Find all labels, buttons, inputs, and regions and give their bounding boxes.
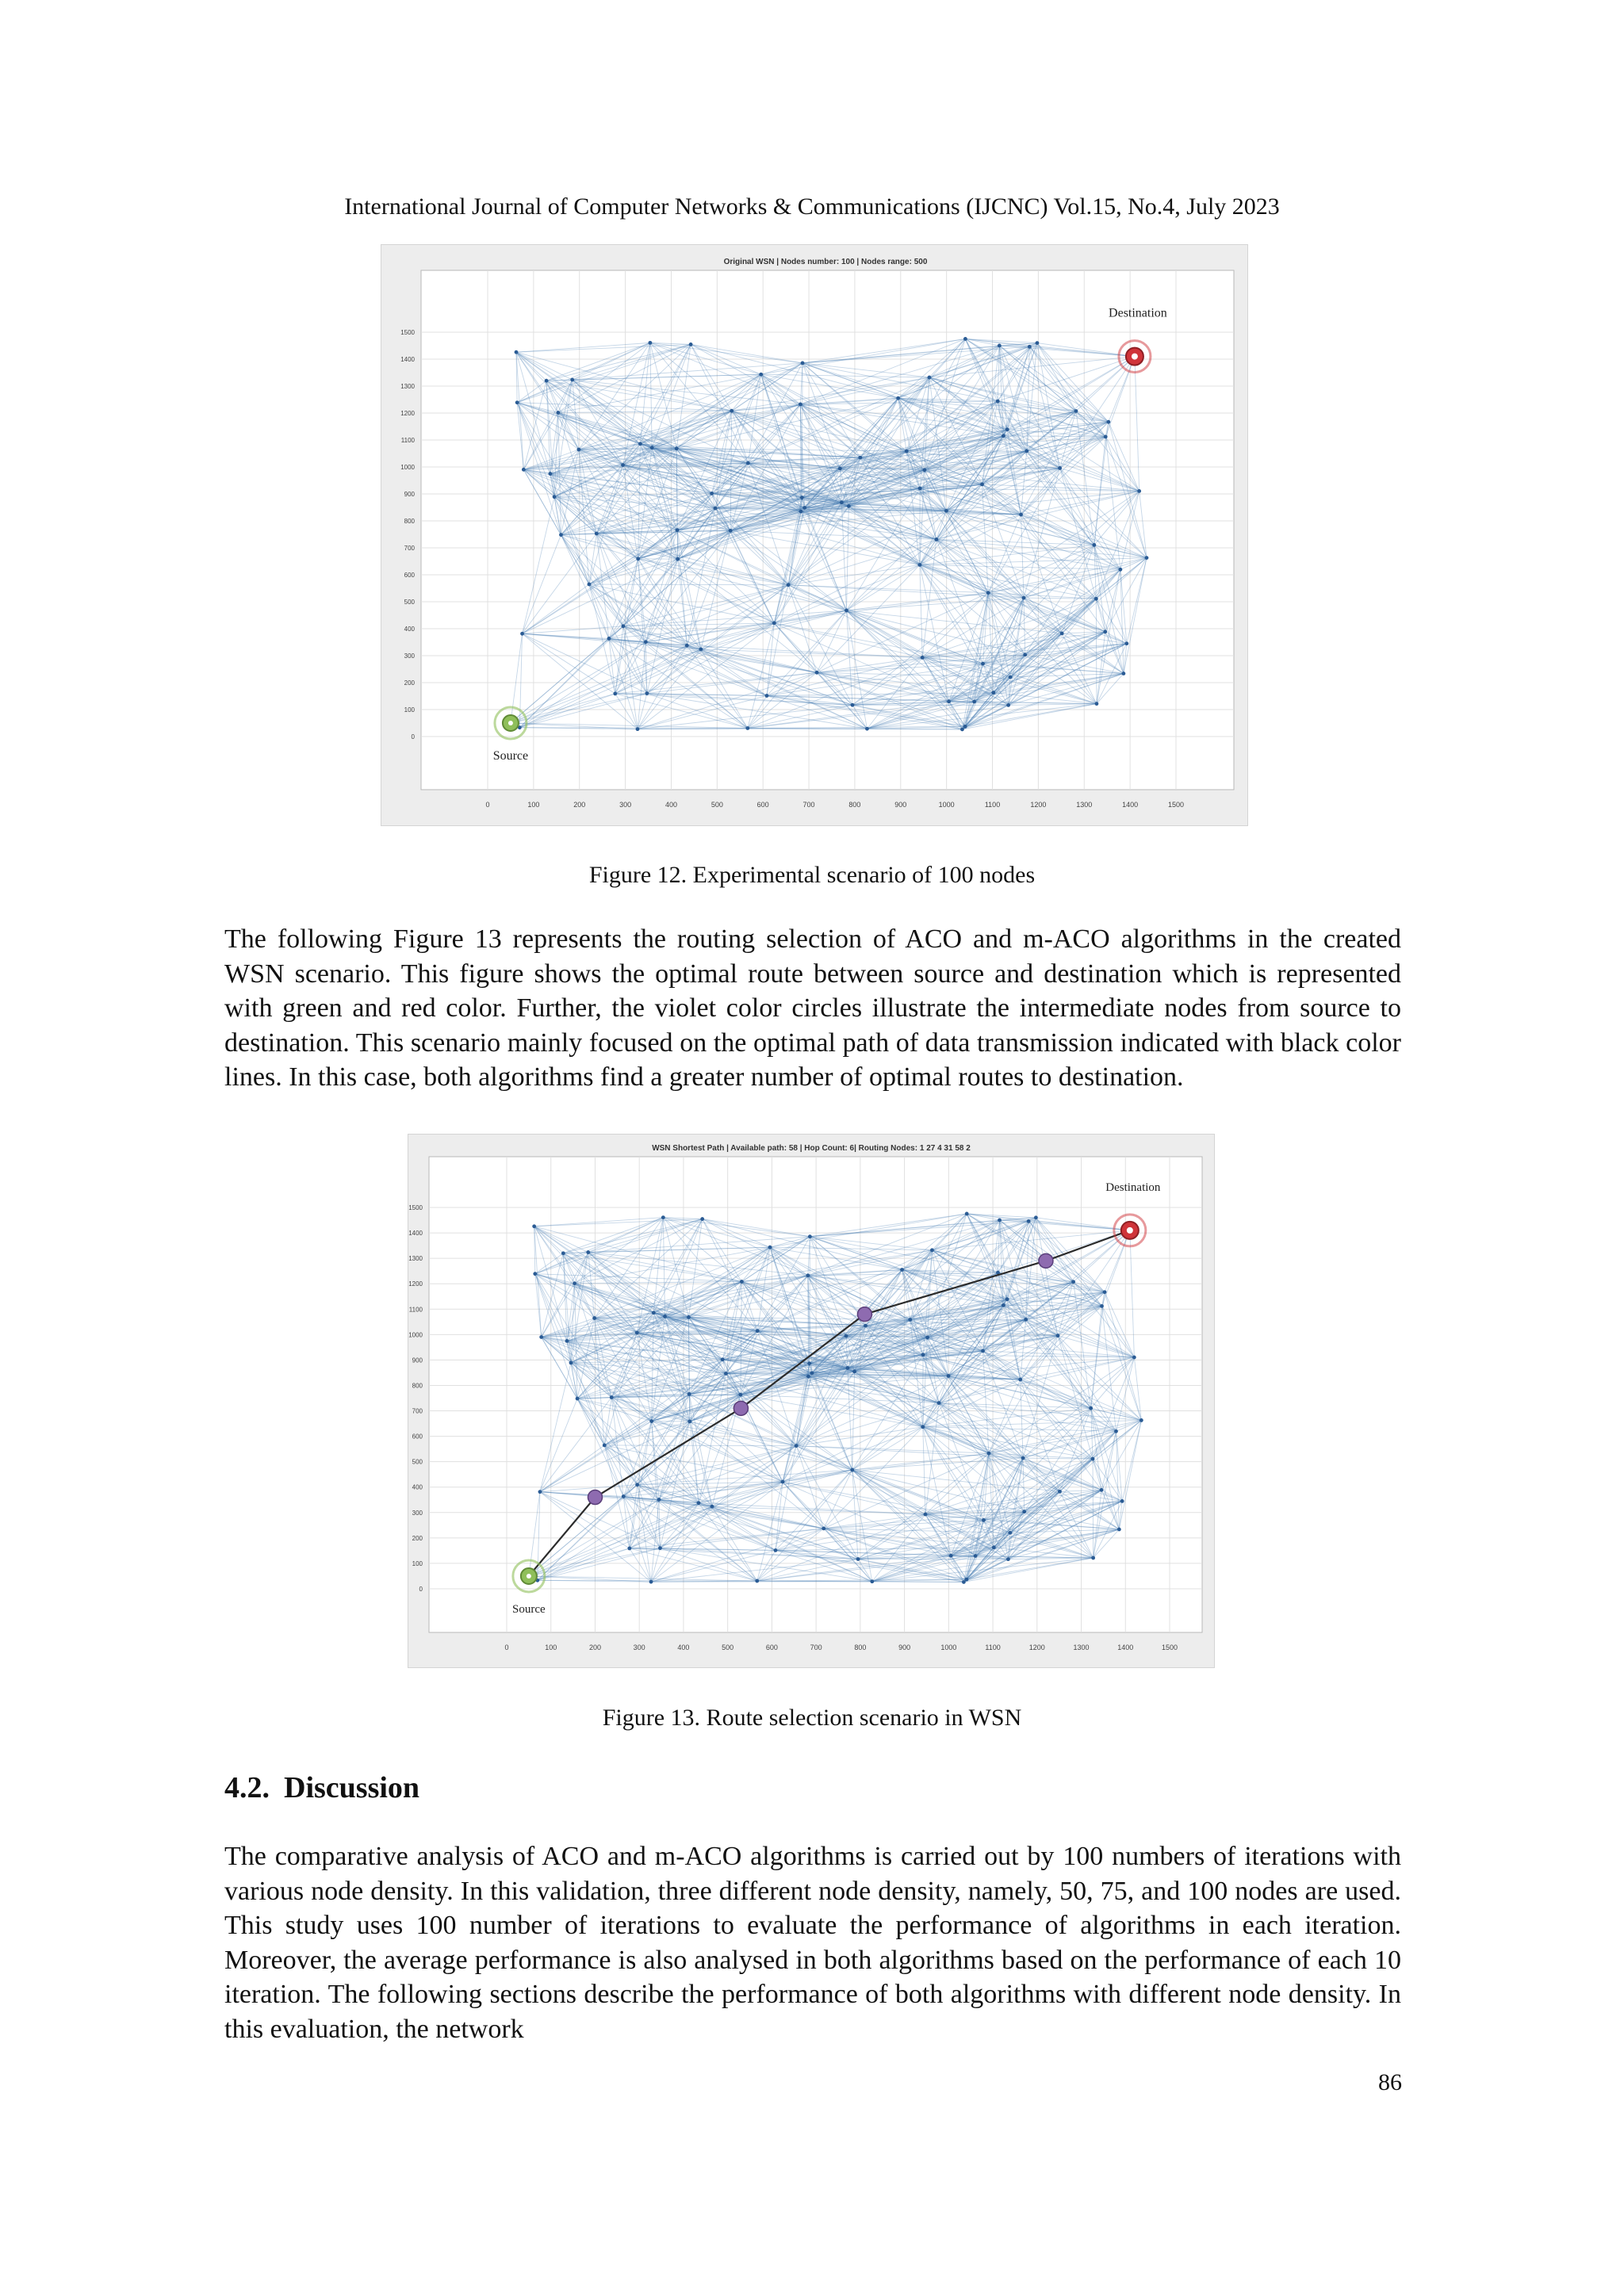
y-tick-label: 800 (412, 1382, 423, 1390)
y-tick-label: 800 (404, 518, 415, 525)
sensor-node (1107, 420, 1111, 424)
sensor-node (962, 1580, 966, 1584)
sensor-node (965, 1578, 969, 1582)
sensor-node (657, 1498, 661, 1502)
sensor-node (1095, 702, 1099, 706)
y-tick-label: 900 (404, 491, 415, 498)
figure-12-plot (381, 245, 1247, 825)
sensor-node (900, 1268, 904, 1272)
x-tick-label: 900 (898, 1644, 911, 1651)
sensor-node (1006, 1557, 1010, 1561)
sensor-node (548, 472, 552, 476)
y-tick-label: 1100 (408, 1306, 423, 1314)
y-tick-label: 400 (404, 626, 415, 633)
sensor-node (998, 1219, 1002, 1223)
sensor-node (934, 538, 938, 541)
sensor-node (714, 507, 718, 511)
sensor-node (806, 1273, 810, 1277)
sensor-node (864, 1324, 868, 1328)
x-tick-label: 600 (756, 801, 769, 809)
sensor-node (1025, 450, 1028, 453)
sensor-node (685, 644, 689, 648)
sensor-node (1005, 427, 1009, 431)
y-tick-label: 100 (412, 1559, 423, 1567)
y-tick-label: 1000 (408, 1331, 423, 1339)
x-tick-label: 800 (854, 1644, 867, 1651)
sensor-node (774, 1548, 778, 1552)
x-tick-label: 1000 (938, 801, 955, 809)
figure-12-title: Original WSN | Nodes number: 100 | Nodes range: 500 (723, 258, 928, 266)
sensor-node (806, 1375, 810, 1379)
sensor-node (965, 1212, 969, 1216)
sensor-node (921, 656, 925, 660)
x-tick-label: 700 (810, 1644, 822, 1651)
sensor-node (1091, 1556, 1095, 1560)
sensor-node (533, 1272, 537, 1276)
x-tick-label: 100 (545, 1644, 557, 1651)
sensor-node (1103, 1290, 1107, 1294)
sensor-node (949, 1554, 953, 1558)
sensor-node (992, 1545, 996, 1549)
sensor-node (676, 528, 680, 532)
sensor-node (724, 1372, 728, 1376)
y-tick-label: 1300 (400, 383, 415, 390)
x-tick-label: 1400 (1122, 801, 1139, 809)
sensor-node (1118, 568, 1122, 572)
sensor-node (1056, 1334, 1060, 1337)
sensor-node (1019, 513, 1023, 517)
sensor-node (808, 1234, 812, 1238)
y-tick-label: 300 (404, 652, 415, 660)
route-intermediate-node (1039, 1253, 1053, 1268)
sensor-node (838, 467, 842, 471)
sensor-node (787, 583, 791, 587)
sensor-node (687, 1315, 691, 1319)
sensor-node (1009, 675, 1013, 679)
sensor-node (759, 373, 763, 377)
sensor-node (755, 1579, 759, 1583)
paragraph-2: The comparative analysis of ACO and m-ACO algorithms is carried out by 100 numbers of iterations with various node density. In this validation, three different node density, namely, 50, 75, and 100 nodes are used. This study uses 100 number of iterations to evaluate the performance of algorithms in each iteration. Moreover, the average performance is also analysed in both algorithms based on the performance of each 10 iteration. The following sections describe the performance of both algorithms with different node density. In this evaluation, the network (224, 1842, 1401, 2044)
sensor-node (858, 456, 862, 460)
sensor-node (960, 728, 964, 732)
y-tick-label: 1400 (408, 1230, 423, 1238)
x-tick-label: 400 (665, 801, 677, 809)
y-tick-label: 1200 (400, 410, 415, 417)
sensor-node (745, 726, 749, 730)
sensor-node (676, 557, 680, 561)
sensor-node (1132, 1356, 1136, 1360)
sensor-node (1028, 345, 1032, 349)
sensor-node (1124, 641, 1128, 645)
sensor-node (799, 510, 803, 514)
sensor-node (963, 725, 967, 729)
figure-13-y-tick-labels (408, 1204, 423, 1593)
sensor-node (1091, 1457, 1095, 1461)
y-tick-label: 500 (412, 1458, 423, 1466)
sensor-node (740, 1280, 744, 1284)
sensor-node (561, 1251, 565, 1255)
sensor-node (815, 671, 819, 675)
sensor-node (610, 1395, 614, 1399)
sensor-node (981, 1349, 985, 1353)
sensor-node (963, 337, 967, 341)
y-tick-label: 0 (411, 733, 415, 740)
sensor-node (974, 1554, 978, 1558)
x-tick-label: 500 (722, 1644, 734, 1651)
sensor-node (800, 496, 804, 499)
sensor-node (607, 637, 611, 641)
source-node-center (508, 721, 513, 725)
sensor-node (539, 1335, 543, 1339)
figure-12-source-label: Source (492, 749, 529, 763)
sensor-node (921, 1353, 925, 1357)
sensor-node (556, 411, 560, 415)
y-tick-label: 1100 (400, 437, 415, 444)
x-tick-label: 1200 (1030, 801, 1047, 809)
sensor-node (1060, 632, 1064, 636)
network-edge (726, 1373, 811, 1374)
sensor-node (850, 1468, 854, 1472)
sensor-node (1058, 1490, 1062, 1494)
figure-12-x-tick-labels (485, 801, 1184, 809)
y-tick-label: 200 (404, 679, 415, 687)
x-tick-label: 900 (894, 801, 907, 809)
sensor-node (937, 1401, 941, 1405)
sensor-node (1006, 703, 1010, 707)
sensor-node (1114, 1429, 1118, 1433)
figure-12-caption: Figure 12. Experimental scenario of 100 nodes (588, 862, 1036, 888)
sensor-node (675, 446, 679, 450)
section-number: 4.2. (224, 1771, 270, 1804)
sensor-node (663, 1314, 667, 1318)
sensor-node (645, 691, 649, 695)
sensor-node (947, 699, 951, 703)
x-tick-label: 600 (765, 1644, 778, 1651)
sensor-node (570, 378, 574, 382)
sensor-node (652, 1311, 656, 1314)
sensor-node (649, 1580, 653, 1584)
sensor-node (986, 591, 990, 595)
sensor-node (845, 1334, 848, 1338)
y-tick-label: 200 (412, 1534, 423, 1542)
x-tick-label: 100 (527, 801, 540, 809)
sensor-node (972, 700, 976, 704)
sensor-node (795, 1444, 799, 1448)
sensor-node (553, 495, 557, 499)
sensor-node (730, 409, 733, 413)
sensor-node (1018, 1378, 1022, 1382)
sensor-node (746, 461, 750, 465)
sensor-node (515, 400, 519, 404)
sensor-node (721, 1357, 725, 1361)
paragraph-1: The following Figure 13 represents the routing selection of ACO and m-ACO algorithms in the created WSN scenario. This figure shows the optimal route between source and destination which is represented with green and red color. Further, the violet color circles illustrate the intermediate nodes from source to destination. This scenario mainly focused on the optimal path of data transmission indicated with black color lines. In this case, both algorithms find a greater number of optimal routes to destination. (224, 924, 1401, 1092)
figure-13-plot (408, 1135, 1214, 1667)
y-tick-label: 900 (412, 1357, 423, 1364)
sensor-node (1022, 1510, 1026, 1513)
sensor-node (922, 468, 926, 472)
sensor-node (1005, 1297, 1009, 1301)
sensor-node (908, 1318, 912, 1322)
sensor-node (1100, 1304, 1104, 1308)
sensor-node (689, 342, 693, 346)
sensor-node (852, 1370, 856, 1374)
sensor-node (545, 379, 549, 383)
network-edge (1096, 599, 1097, 703)
sensor-node (917, 563, 921, 567)
sensor-node (1139, 1418, 1143, 1422)
x-tick-label: 1200 (1028, 1644, 1045, 1651)
sensor-node (851, 703, 855, 707)
sensor-node (532, 1224, 536, 1228)
sensor-node (982, 1518, 986, 1522)
sensor-node (1122, 672, 1126, 675)
sensor-node (697, 1501, 701, 1505)
sensor-node (1092, 543, 1096, 547)
sensor-node (1002, 434, 1005, 438)
sensor-node (592, 1316, 596, 1320)
sensor-node (772, 622, 776, 626)
sensor-node (905, 450, 909, 453)
sensor-node (1120, 1499, 1124, 1503)
route-intermediate-node (733, 1401, 748, 1415)
sensor-node (1094, 597, 1098, 601)
sensor-node (847, 504, 851, 508)
x-tick-label: 300 (619, 801, 632, 809)
x-tick-label: 700 (802, 801, 815, 809)
sensor-node (768, 1246, 772, 1249)
x-tick-label: 1100 (984, 801, 1001, 809)
x-tick-label: 1500 (1161, 1644, 1178, 1651)
sensor-node (515, 350, 519, 354)
sensor-node (1034, 1215, 1038, 1219)
y-tick-label: 1300 (408, 1255, 423, 1263)
sensor-node (636, 557, 640, 561)
sensor-node (688, 1420, 691, 1424)
figure-13 (408, 1134, 1215, 1668)
sensor-node (998, 344, 1002, 348)
y-tick-label: 1200 (408, 1280, 423, 1288)
sensor-node (896, 396, 900, 400)
sensor-node (522, 468, 526, 472)
sensor-node (1027, 1219, 1031, 1223)
sensor-node (638, 442, 642, 446)
sensor-node (930, 1248, 934, 1252)
sensor-node (576, 448, 580, 452)
sensor-node (621, 463, 625, 467)
sensor-node (799, 403, 802, 407)
sensor-node (765, 694, 769, 698)
sensor-node (649, 1419, 653, 1423)
sensor-node (565, 1339, 569, 1343)
sensor-node (996, 400, 1000, 404)
sensor-node (648, 341, 652, 345)
section-title: Discussion (284, 1771, 420, 1804)
running-head: International Journal of Computer Networks & Communications (IJCNC) Vol.15, No.4, July 2023 (344, 193, 1280, 220)
x-tick-label: 1000 (940, 1644, 957, 1651)
sensor-node (1089, 1406, 1093, 1410)
sensor-node (807, 1361, 811, 1365)
page-number: 86 (1378, 2069, 1402, 2095)
sensor-node (928, 376, 932, 380)
sensor-node (699, 647, 703, 651)
figure-12 (381, 244, 1248, 826)
sensor-node (1008, 1531, 1012, 1535)
sensor-node (595, 532, 599, 536)
sensor-node (801, 361, 805, 365)
source-node-center (527, 1574, 531, 1578)
sensor-node (658, 1546, 662, 1550)
sensor-node (1100, 1488, 1104, 1492)
sensor-node (822, 1527, 825, 1531)
sensor-node (810, 1371, 814, 1375)
sensor-node (925, 1336, 929, 1340)
figure-12-destination-label: Destination (1109, 306, 1167, 320)
sensor-node (944, 509, 948, 513)
y-tick-label: 100 (404, 706, 415, 714)
network-edge (689, 1394, 690, 1421)
figure-13-title: WSN Shortest Path | Available path: 58 | Hop Count: 6| Routing Nodes: 1 27 4 31 58 2 (652, 1144, 971, 1153)
sensor-node (1071, 1280, 1075, 1284)
sensor-node (588, 583, 592, 587)
network-edge (715, 507, 805, 508)
sensor-node (856, 1557, 860, 1561)
x-tick-label: 200 (588, 1644, 601, 1651)
sensor-node (576, 1397, 580, 1401)
sensor-node (1145, 556, 1149, 560)
y-tick-label: 600 (412, 1433, 423, 1441)
y-tick-label: 700 (412, 1407, 423, 1415)
y-tick-label: 300 (412, 1509, 423, 1517)
sensor-node (613, 692, 617, 696)
x-tick-label: 800 (848, 801, 861, 809)
x-tick-label: 300 (633, 1644, 645, 1651)
sensor-node (622, 1494, 626, 1498)
y-tick-label: 1500 (408, 1204, 423, 1211)
y-tick-label: 400 (412, 1483, 423, 1491)
x-tick-label: 400 (677, 1644, 690, 1651)
sensor-node (1022, 596, 1026, 600)
destination-node-center (1127, 1227, 1133, 1234)
sensor-node (621, 624, 625, 628)
x-tick-label: 1500 (1167, 801, 1185, 809)
sensor-node (710, 492, 714, 496)
sensor-node (603, 1443, 607, 1447)
sensor-node (627, 1547, 631, 1551)
sensor-node (1117, 1528, 1121, 1532)
sensor-node (520, 632, 524, 636)
sensor-node (1021, 1456, 1025, 1460)
sensor-node (635, 1331, 639, 1335)
x-tick-label: 1300 (1076, 801, 1093, 809)
sensor-node (918, 487, 922, 491)
x-tick-label: 0 (485, 801, 490, 809)
sensor-node (987, 1452, 991, 1456)
sensor-node (661, 1215, 665, 1219)
sensor-node (738, 1393, 742, 1397)
destination-node-center (1132, 354, 1138, 360)
sensor-node (1023, 652, 1027, 656)
sensor-node (569, 1360, 573, 1364)
figure-12-y-tick-labels (400, 329, 415, 740)
x-tick-label: 1400 (1117, 1644, 1134, 1651)
x-tick-label: 0 (504, 1644, 509, 1651)
y-tick-label: 0 (419, 1586, 423, 1593)
figure-13-destination-label: Destination (1105, 1181, 1161, 1194)
sensor-node (921, 1425, 925, 1429)
x-tick-label: 200 (573, 801, 586, 809)
sensor-node (1002, 1303, 1005, 1307)
sensor-node (781, 1480, 785, 1484)
sensor-node (1074, 409, 1078, 413)
sensor-node (636, 727, 640, 731)
route-intermediate-node (857, 1307, 871, 1322)
sensor-node (924, 1513, 928, 1517)
sensor-node (710, 1505, 714, 1509)
sensor-node (559, 533, 563, 537)
y-tick-label: 600 (404, 572, 415, 579)
sensor-node (538, 1490, 542, 1494)
y-tick-label: 1500 (400, 329, 415, 336)
x-tick-label: 1100 (985, 1644, 1001, 1651)
sensor-node (586, 1250, 590, 1254)
sensor-node (991, 691, 995, 695)
sensor-node (981, 662, 985, 666)
sensor-node (1058, 466, 1062, 470)
sensor-node (635, 1483, 639, 1487)
sensor-node (573, 1281, 576, 1285)
sensor-node (644, 640, 648, 644)
sensor-node (700, 1217, 704, 1221)
y-tick-label: 1000 (400, 464, 415, 471)
sensor-node (802, 506, 806, 510)
x-tick-label: 1300 (1073, 1644, 1090, 1651)
sensor-node (756, 1329, 760, 1333)
sensor-node (688, 1392, 691, 1396)
sensor-node (845, 609, 848, 613)
sensor-node (1103, 629, 1107, 633)
sensor-node (980, 482, 984, 486)
y-tick-label: 1400 (400, 356, 415, 363)
sensor-node (870, 1579, 874, 1583)
sensor-node (1036, 341, 1040, 345)
section-heading (224, 1770, 419, 1805)
sensor-node (865, 727, 869, 731)
figure-13-x-tick-labels (504, 1644, 1178, 1651)
sensor-node (1137, 489, 1141, 493)
network-edge (1093, 1459, 1094, 1558)
figure-13-source-label: Source (512, 1602, 546, 1616)
sensor-node (840, 500, 844, 504)
route-intermediate-node (588, 1490, 602, 1505)
sensor-node (947, 1374, 951, 1378)
sensor-node (1104, 434, 1108, 438)
figure-13-caption: Figure 13. Route selection scenario in WSN (602, 1705, 1022, 1731)
sensor-node (650, 446, 654, 450)
x-tick-label: 500 (710, 801, 723, 809)
sensor-node (729, 529, 733, 533)
sensor-node (1024, 1318, 1028, 1322)
sensor-node (845, 1366, 849, 1370)
y-tick-label: 700 (404, 545, 415, 552)
y-tick-label: 500 (404, 599, 415, 606)
